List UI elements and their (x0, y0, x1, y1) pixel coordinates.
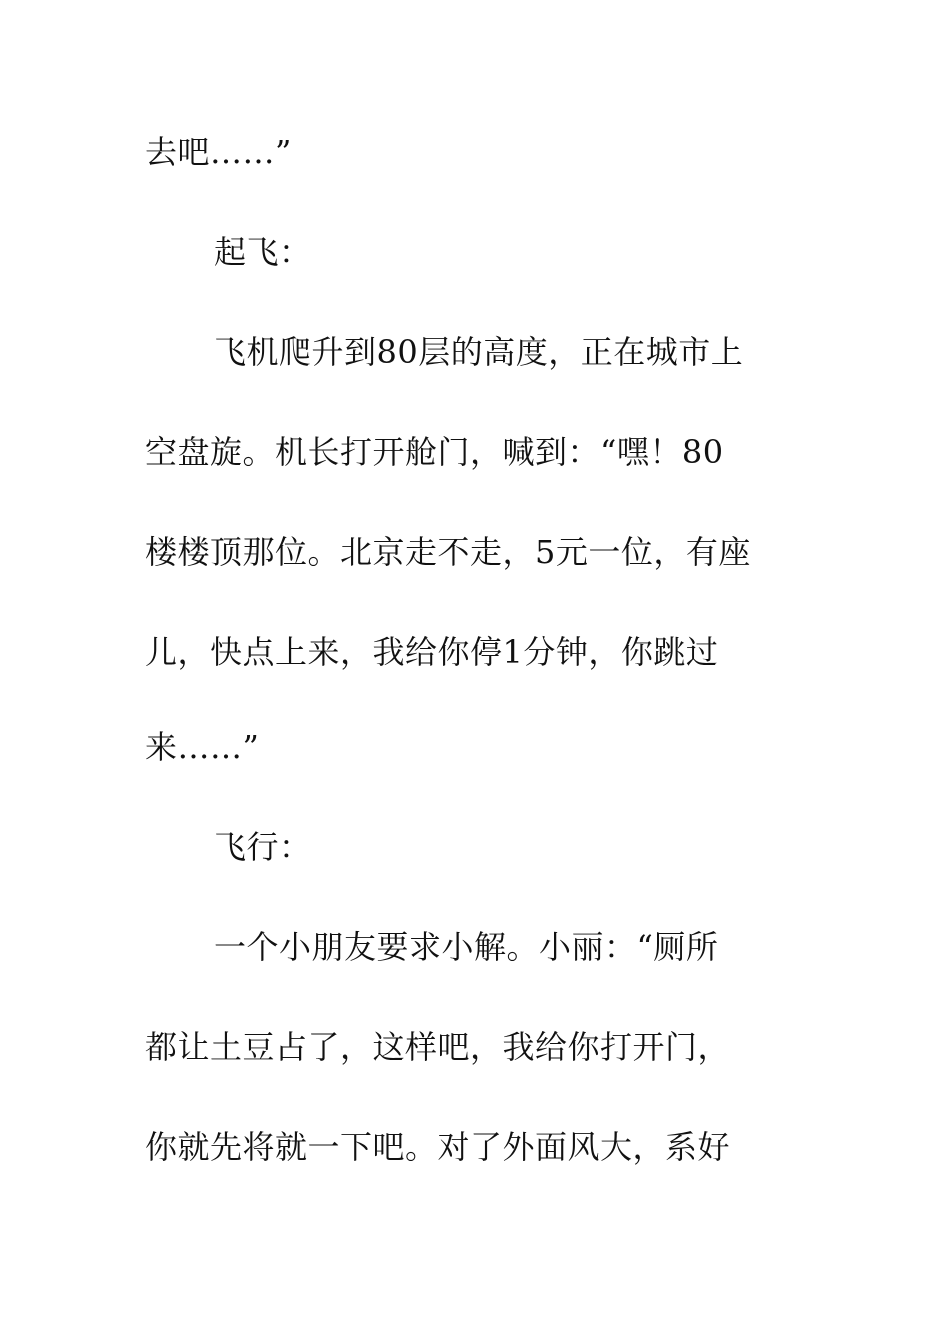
text-line-3: 飞机爬升到80层的高度，正在城市上 (214, 333, 744, 371)
section-heading-takeoff: 起飞： (214, 233, 312, 271)
text-line-10: 都让土豆占了，这样吧，我给你打开门， (145, 1028, 731, 1066)
text-line-4: 空盘旋。机长打开舱门，喊到：“嘿！80 (145, 433, 724, 471)
text-line-5: 楼楼顶那位。北京走不走，5元一位，有座 (145, 533, 751, 571)
text-line-11: 你就先将就一下吧。对了外面风大，系好 (145, 1128, 731, 1166)
text-line-9: 一个小朋友要求小解。小丽：“厕所 (214, 928, 719, 966)
section-heading-flight: 飞行： (214, 828, 312, 866)
text-line-6: 儿，快点上来，我给你停1分钟，你跳过 (145, 633, 719, 671)
text-line-7: 来……” (145, 728, 260, 766)
text-line-1: 去吧……” (145, 133, 292, 171)
